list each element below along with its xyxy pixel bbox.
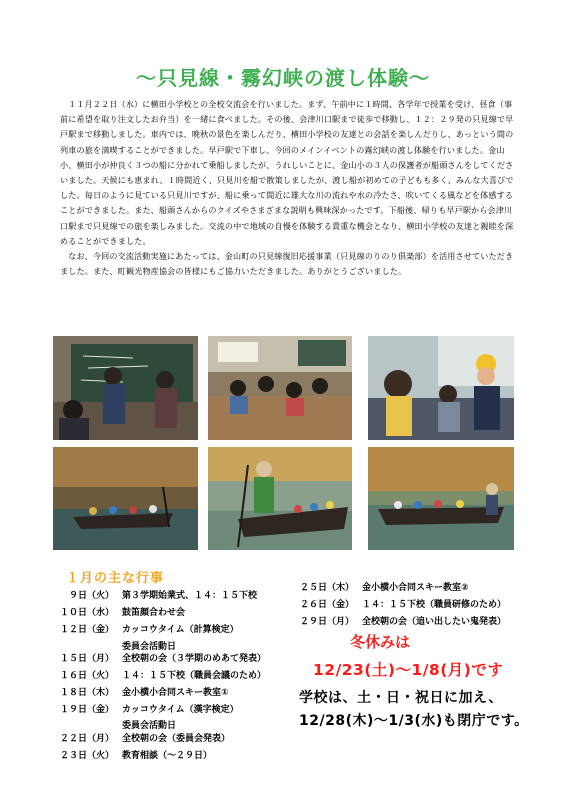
event-subtext: 委員会活動日 (122, 642, 177, 652)
photo-boat-river-1 (53, 447, 198, 550)
event-row: １２日（金） カッコウタイム（計算検定） (60, 625, 239, 635)
event-row: １５日（月） 全校朝の会（３学期のめあて発表） (60, 654, 267, 664)
event-row: ２５日（木） 金小横小合同スキー教室② (300, 583, 469, 593)
report-body (60, 97, 518, 279)
events-title: １月の主な行事 (66, 571, 165, 586)
event-row: ２２日（月） 全校朝の会（委員会発表） (60, 734, 231, 744)
event-subtext: 委員会活動日 (122, 721, 177, 731)
event-row: ２９日（月） 全校朝の会（追い出したい鬼発表） (300, 617, 507, 627)
winter-break-dates: 12/23(土)〜1/8(月)です (313, 661, 504, 679)
event-row: ２６日（金） １４：１５下校（職員研修のため） (300, 600, 507, 610)
photo-classroom-lunch (208, 336, 352, 440)
event-row: １９日（金） カッコウタイム（漢字検定） (60, 705, 239, 715)
photo-boat-boatman (208, 447, 352, 550)
photo-boat-river-2 (368, 447, 514, 550)
event-row: ２３日（火） 教育相談（〜２９日） (60, 751, 213, 761)
event-row: １６日（火） １４：１５下校（職員会議のため） (60, 671, 267, 681)
event-row: １０日（水） 鼓笛顔合わせ会 (60, 608, 186, 618)
winter-break-title: 冬休みは (350, 633, 411, 651)
page-title: 〜只見線・霧幻峡の渡し体験〜 (136, 66, 430, 90)
event-row: ９日（火） 第３学期始業式、１４：１５下校 (68, 591, 258, 601)
report-paragraph-1: １１月２２日（水）に横田小学校との全校交流会を行いました。まず、午前中に１時間、各学年で授業を受け、昼食（事前に希望を取り注文したお弁当）を一緒に食べました。その後、会津川口駅まで徒歩で移動し、１２：２９発の只見線で早戸駅まで移動しました。車内では、晩秋の景色を楽しんだり、横田小学校の友達との会話を楽しんだりし、あっという間の列車の旅を満喫することができました。早戸駅で下車し、今回のメインイベントの霧幻峡の渡し体験を行いました。金山小、横田小が仲良く３つの船に分かれて乗船しましたが、うれしいことに、金山小の３人の保護者が船頭さんをしてくださいました。天候にも恵まれ、１時間近く、只見川を船で散策しましたが、渡し船が初めての子どもも多く、みんな大喜びでした。毎日のように見ている只見川ですが、船に乗って間近に雄大な川の流れや水の冷たさ、吹いてくる風などを体感することができました。また、船頭さんからのクイズやさまざまな説明も興味深かったです。下船後、帰りも早戸駅から会津川口駅まで只見線での旅を楽しみました。交流の中で地域の自慢を体験する貴重な機会となり、横田小学校の友達と親睦を深めることができました。 (60, 99, 514, 246)
photo-train-ride (368, 336, 514, 440)
photo-classroom-blackboard (53, 336, 198, 440)
school-closure-note: 学校は、土・日・祝日に加え、12/28(木)〜1/3(水)も閉庁です。 (299, 690, 529, 729)
event-row: １８日（木） 金小横小合同スキー教室① (60, 688, 229, 698)
report-paragraph-2: なお、今回の交流活動実施にあたっては、金山町の只見線復旧応援事業（只見線のりのり倶楽部）を活用させていただきました。また、町観光物産協会の皆様にもご協力いただきました。ありがとうございました。 (60, 251, 514, 277)
